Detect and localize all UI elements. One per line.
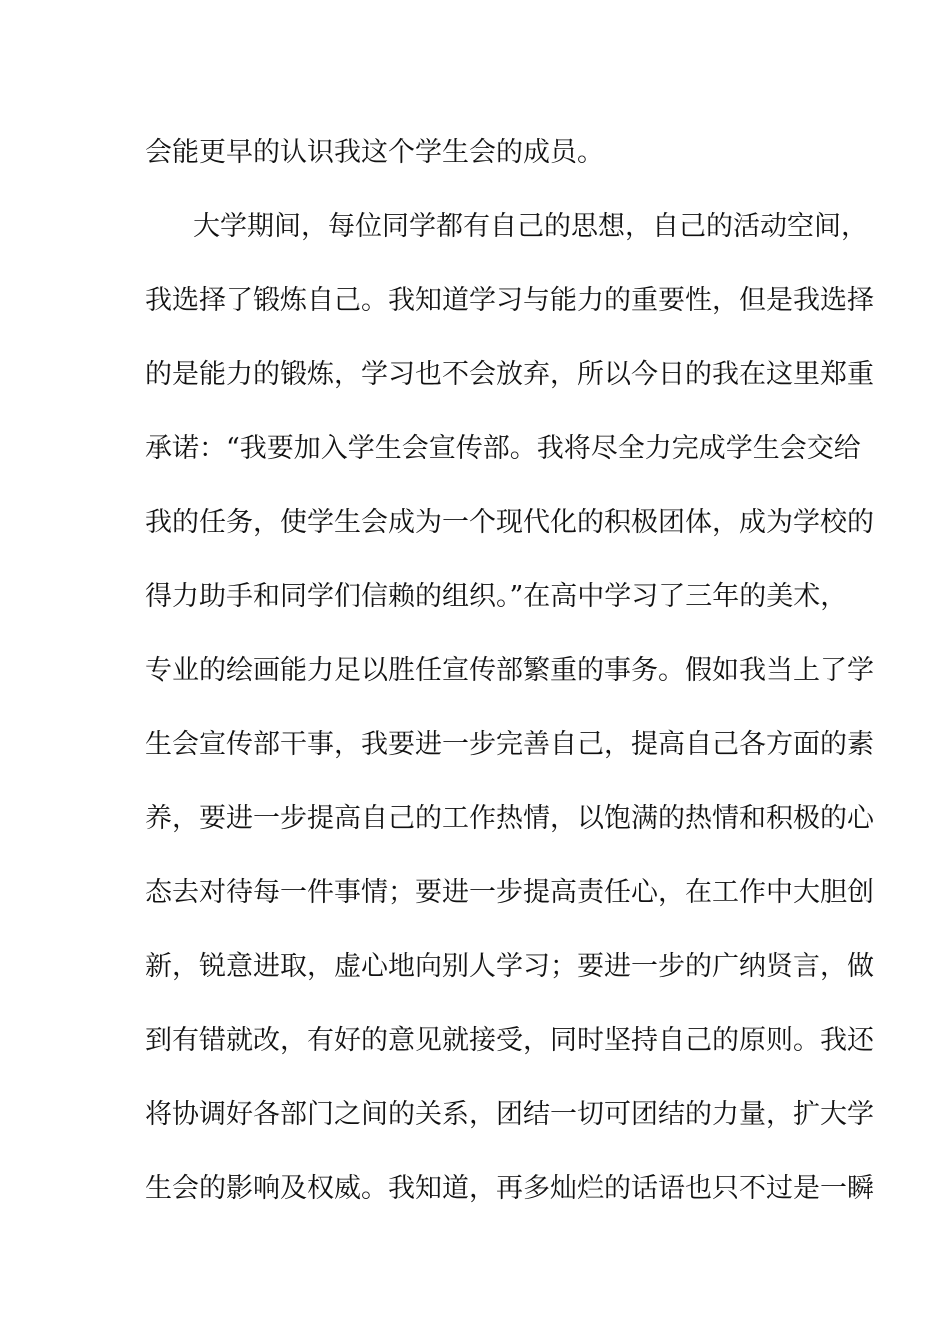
text-line: 我选择了锻炼自己。我知道学习与能力的重要性，但是我选择: [145, 285, 874, 316]
text-line: 到有错就改，有好的意见就接受，同时坚持自己的原则。我还: [145, 1025, 874, 1056]
text-line: 将协调好各部门之间的关系，团结一切可团结的力量，扩大学: [145, 1099, 874, 1130]
body-text: [145, 128, 874, 1238]
text-line: 生会宣传部干事，我要进一步完善自己，提高自己各方面的素: [145, 729, 874, 760]
text-line: 态去对待每一件事情；要进一步提高责任心，在工作中大胆创: [145, 877, 874, 908]
text-line: 承诺：“我要加入学生会宣传部。我将尽全力完成学生会交给: [145, 433, 861, 464]
text-line: 我的任务，使学生会成为一个现代化的积极团体，成为学校的: [145, 507, 874, 538]
text-line: 养，要进一步提高自己的工作热情，以饱满的热情和积极的心: [145, 803, 874, 834]
text-line: 会能更早的认识我这个学生会的成员。: [145, 137, 604, 168]
text-line: 生会的影响及权威。我知道，再多灿烂的话语也只不过是一瞬: [145, 1173, 874, 1204]
text-line: 专业的绘画能力足以胜任宣传部繁重的事务。假如我当上了学: [145, 655, 874, 686]
text-line: 的是能力的锻炼，学习也不会放弃，所以今日的我在这里郑重: [145, 359, 874, 390]
text-line: 得力助手和同学们信赖的组织。”在高中学习了三年的美术，: [145, 581, 848, 612]
text-line: 新，锐意进取，虚心地向别人学习；要进一步的广纳贤言，做: [145, 951, 874, 982]
paragraph-first-line: 大学期间，每位同学都有自己的思想，自己的活动空间，: [193, 211, 868, 242]
